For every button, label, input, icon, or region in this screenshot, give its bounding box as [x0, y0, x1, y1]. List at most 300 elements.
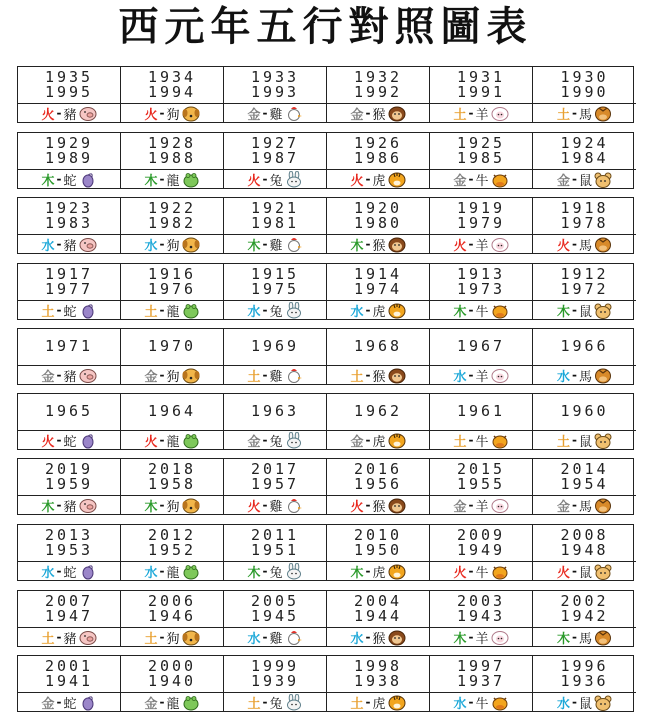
- table-cell: [430, 394, 533, 449]
- element-animal-label: [430, 235, 532, 253]
- element-animal-label: [224, 104, 326, 122]
- animal-name: 龍: [166, 696, 180, 712]
- separator-dash: -: [572, 368, 577, 382]
- table-cell: [327, 394, 430, 449]
- separator-dash: -: [56, 172, 62, 186]
- element-animal-label: [430, 104, 532, 122]
- element-animal-label: [327, 301, 429, 319]
- animal-name: 猴: [372, 499, 386, 515]
- animal-name: 虎: [372, 434, 386, 450]
- table-cell: [18, 656, 121, 711]
- element-animal-label: [121, 170, 223, 188]
- dragon-icon: [182, 563, 200, 580]
- element-animal-label: [18, 366, 120, 384]
- horse-icon: [594, 367, 612, 384]
- element-name: 金: [144, 696, 158, 712]
- separator-dash: -: [56, 368, 62, 382]
- table-cell: [430, 198, 533, 253]
- table-cell: [327, 264, 430, 319]
- year-value: 1987: [250, 148, 300, 167]
- ox-icon: [491, 302, 509, 319]
- rat-icon: [594, 432, 612, 449]
- separator-dash: -: [365, 498, 371, 512]
- element-name: 水: [144, 238, 158, 254]
- separator-dash: -: [159, 106, 165, 120]
- year-value: 1996: [560, 656, 609, 675]
- year-value: 1973: [456, 279, 506, 298]
- element-name: 水: [453, 696, 467, 712]
- year-group: [533, 591, 636, 626]
- separator-dash: -: [262, 303, 268, 317]
- year-group: [533, 459, 636, 494]
- year-value: 1932: [353, 67, 403, 86]
- separator-dash: -: [572, 630, 577, 644]
- element-animal-label: [533, 104, 636, 122]
- separator-dash: -: [262, 695, 268, 709]
- table-row: [17, 132, 634, 189]
- animal-name: 龍: [166, 173, 180, 189]
- element-animal-label: [121, 496, 223, 514]
- table-cell: [533, 198, 636, 253]
- element-animal-label: [121, 431, 223, 449]
- horse-icon: [594, 629, 612, 646]
- table-row: [17, 66, 634, 123]
- separator-dash: -: [159, 695, 165, 709]
- table-cell: [121, 133, 224, 188]
- year-value: 1942: [560, 606, 609, 625]
- element-animal-label: [121, 366, 223, 384]
- separator-dash: -: [365, 106, 371, 120]
- separator-dash: -: [572, 433, 577, 447]
- animal-name: 鼠: [578, 304, 592, 320]
- element-animal-label: [18, 693, 120, 711]
- table-cell: [121, 67, 224, 122]
- monkey-icon: [388, 629, 406, 646]
- year-value: 1953: [44, 540, 94, 559]
- element-animal-label: [430, 170, 532, 188]
- animal-name: 雞: [269, 369, 283, 385]
- snake-icon: [79, 171, 97, 188]
- table-row: [17, 263, 634, 320]
- dog-icon: [182, 236, 200, 253]
- year-group: [18, 591, 120, 626]
- animal-name: 蛇: [63, 173, 77, 189]
- year-value: 1921: [250, 198, 300, 217]
- year-value: 1947: [44, 606, 94, 625]
- dog-icon: [182, 105, 200, 122]
- rabbit-icon: [285, 432, 303, 449]
- element-animal-label: [224, 693, 326, 711]
- year-group: [430, 394, 532, 429]
- animal-name: 馬: [578, 238, 592, 254]
- element-animal-label: [224, 431, 326, 449]
- table-cell: [533, 133, 636, 188]
- year-value: 2000: [147, 656, 197, 675]
- table-cell: [121, 394, 224, 449]
- year-group: [430, 198, 532, 233]
- year-value: 1961: [456, 402, 506, 420]
- animal-name: 牛: [475, 434, 489, 450]
- element-name: 火: [350, 499, 364, 515]
- year-value: 1925: [456, 133, 506, 152]
- separator-dash: -: [365, 564, 371, 578]
- year-value: 1965: [44, 402, 94, 420]
- animal-name: 龍: [166, 304, 180, 320]
- table-cell: [121, 591, 224, 646]
- table-cell: [18, 329, 121, 384]
- animal-name: 鼠: [578, 565, 592, 581]
- animal-name: 兔: [269, 434, 283, 450]
- animal-name: 狗: [166, 369, 180, 385]
- element-name: 木: [453, 631, 467, 647]
- element-name: 金: [41, 696, 55, 712]
- animal-name: 雞: [269, 499, 283, 515]
- table-cell: [121, 525, 224, 580]
- element-animal-label: [533, 628, 636, 646]
- year-group: [430, 591, 532, 626]
- separator-dash: -: [56, 564, 62, 578]
- year-group: [224, 525, 326, 560]
- element-name: 火: [41, 107, 55, 123]
- year-group: [430, 133, 532, 168]
- separator-dash: -: [468, 630, 474, 644]
- table-cell: [327, 656, 430, 711]
- table-cell: [121, 264, 224, 319]
- table-cell: [533, 591, 636, 646]
- animal-name: 蛇: [63, 304, 77, 320]
- year-value: 1978: [560, 213, 609, 232]
- separator-dash: -: [365, 433, 371, 447]
- separator-dash: -: [365, 172, 371, 186]
- ox-icon: [491, 171, 509, 188]
- element-name: 土: [556, 434, 570, 450]
- element-animal-label: [18, 170, 120, 188]
- year-value: 2012: [147, 525, 197, 544]
- year-value: 1941: [44, 671, 94, 690]
- year-value: 1930: [560, 67, 609, 86]
- animal-name: 猴: [372, 238, 386, 254]
- year-value: 1998: [353, 656, 403, 675]
- year-value: 1959: [44, 474, 94, 493]
- animal-name: 虎: [372, 304, 386, 320]
- animal-name: 猴: [372, 107, 386, 123]
- year-value: 1989: [44, 148, 94, 167]
- year-group: [121, 591, 223, 626]
- table-row: [17, 590, 634, 647]
- table-cell: [18, 198, 121, 253]
- separator-dash: -: [262, 237, 268, 251]
- rooster-icon: [285, 367, 303, 384]
- page-title: 西元年五行對照圖表: [118, 3, 533, 50]
- year-group: [327, 198, 429, 233]
- horse-icon: [594, 497, 612, 514]
- tiger-icon: [388, 563, 406, 580]
- element-name: 水: [247, 304, 261, 320]
- year-value: 1929: [44, 133, 94, 152]
- separator-dash: -: [572, 106, 577, 120]
- rabbit-icon: [285, 302, 303, 319]
- table-cell: [533, 67, 636, 122]
- year-value: 1935: [44, 67, 94, 86]
- animal-name: 狗: [166, 238, 180, 254]
- separator-dash: -: [572, 303, 577, 317]
- year-group: [533, 394, 636, 429]
- table-cell: [18, 394, 121, 449]
- year-value: 1928: [147, 133, 197, 152]
- monkey-icon: [388, 236, 406, 253]
- year-group: [327, 67, 429, 102]
- element-name: 金: [247, 107, 261, 123]
- table-row: [17, 458, 634, 515]
- snake-icon: [79, 302, 97, 319]
- monkey-icon: [388, 105, 406, 122]
- table-cell: [533, 394, 636, 449]
- separator-dash: -: [56, 303, 62, 317]
- element-animal-label: [533, 235, 636, 253]
- year-group: [121, 198, 223, 233]
- separator-dash: -: [468, 106, 474, 120]
- element-animal-label: [327, 628, 429, 646]
- separator-dash: -: [365, 368, 371, 382]
- tiger-icon: [388, 171, 406, 188]
- separator-dash: -: [468, 303, 474, 317]
- table-cell: [430, 459, 533, 514]
- year-value: 1950: [353, 540, 403, 559]
- rooster-icon: [285, 629, 303, 646]
- element-name: 火: [556, 238, 570, 254]
- year-group: [18, 329, 120, 364]
- element-animal-label: [327, 431, 429, 449]
- element-animal-label: [327, 170, 429, 188]
- ox-icon: [491, 432, 509, 449]
- year-value: 1958: [147, 474, 197, 493]
- year-value: 1951: [250, 540, 300, 559]
- animal-name: 兔: [269, 696, 283, 712]
- element-animal-label: [121, 104, 223, 122]
- year-value: 1924: [560, 133, 609, 152]
- year-value: 1985: [456, 148, 506, 167]
- ox-icon: [491, 563, 509, 580]
- table-cell: [430, 656, 533, 711]
- tiger-icon: [388, 302, 406, 319]
- element-animal-label: [224, 366, 326, 384]
- element-animal-label: [327, 693, 429, 711]
- year-group: [327, 591, 429, 626]
- year-group: [18, 67, 120, 102]
- element-animal-label: [533, 693, 636, 711]
- year-value: 1970: [147, 337, 197, 355]
- table-cell: [224, 656, 327, 711]
- year-value: 2003: [456, 591, 506, 610]
- animal-name: 豬: [63, 107, 77, 123]
- year-value: 1992: [353, 82, 403, 101]
- table-cell: [533, 459, 636, 514]
- separator-dash: -: [159, 498, 165, 512]
- animal-name: 牛: [475, 173, 489, 189]
- monkey-icon: [388, 367, 406, 384]
- separator-dash: -: [159, 564, 165, 578]
- year-value: 1990: [560, 82, 609, 101]
- year-group: [533, 329, 636, 364]
- element-animal-label: [430, 628, 532, 646]
- dog-icon: [182, 367, 200, 384]
- year-group: [224, 459, 326, 494]
- separator-dash: -: [572, 237, 577, 251]
- element-animal-label: [430, 301, 532, 319]
- year-value: 1974: [353, 279, 403, 298]
- element-name: 金: [453, 173, 467, 189]
- element-name: 木: [247, 565, 261, 581]
- dragon-icon: [182, 694, 200, 711]
- year-group: [224, 329, 326, 364]
- element-animal-label: [121, 562, 223, 580]
- element-name: 火: [247, 173, 261, 189]
- table-cell: [533, 656, 636, 711]
- table-cell: [430, 67, 533, 122]
- animal-name: 龍: [166, 565, 180, 581]
- year-group: [533, 656, 636, 691]
- separator-dash: -: [262, 106, 268, 120]
- separator-dash: -: [572, 695, 577, 709]
- year-value: 1975: [250, 279, 300, 298]
- year-value: 1963: [250, 402, 300, 420]
- tiger-icon: [388, 694, 406, 711]
- year-value: 1986: [353, 148, 403, 167]
- element-animal-label: [121, 693, 223, 711]
- rooster-icon: [285, 105, 303, 122]
- table-cell: [121, 329, 224, 384]
- table-cell: [533, 264, 636, 319]
- sheep-icon: [491, 105, 509, 122]
- table-cell: [327, 459, 430, 514]
- year-value: 1966: [560, 337, 609, 355]
- animal-name: 狗: [166, 499, 180, 515]
- separator-dash: -: [365, 303, 371, 317]
- element-animal-label: [18, 301, 120, 319]
- element-name: 火: [453, 238, 467, 254]
- year-value: 1972: [560, 279, 609, 298]
- animal-name: 虎: [372, 565, 386, 581]
- animal-name: 兔: [269, 565, 283, 581]
- element-name: 土: [350, 696, 364, 712]
- animal-name: 豬: [63, 631, 77, 647]
- animal-name: 馬: [578, 107, 592, 123]
- year-group: [18, 198, 120, 233]
- pig-icon: [79, 629, 97, 646]
- snake-icon: [79, 432, 97, 449]
- year-value: 1997: [456, 656, 506, 675]
- year-value: 1946: [147, 606, 197, 625]
- year-value: 1913: [456, 264, 506, 283]
- year-group: [121, 67, 223, 102]
- separator-dash: -: [468, 368, 474, 382]
- year-group: [121, 656, 223, 691]
- year-value: 1923: [44, 198, 94, 217]
- year-value: 1980: [353, 213, 403, 232]
- element-animal-label: [430, 496, 532, 514]
- year-value: 1960: [560, 402, 609, 420]
- year-group: [224, 133, 326, 168]
- element-name: 木: [41, 499, 55, 515]
- dog-icon: [182, 497, 200, 514]
- animal-name: 虎: [372, 173, 386, 189]
- animal-name: 狗: [166, 631, 180, 647]
- element-name: 木: [350, 565, 364, 581]
- year-value: 1936: [560, 671, 609, 690]
- element-name: 水: [247, 631, 261, 647]
- year-value: 1969: [250, 337, 300, 355]
- table-cell: [224, 67, 327, 122]
- year-group: [18, 656, 120, 691]
- year-group: [327, 329, 429, 364]
- year-value: 2016: [353, 459, 403, 478]
- year-value: 2006: [147, 591, 197, 610]
- separator-dash: -: [262, 433, 268, 447]
- year-value: 1943: [456, 606, 506, 625]
- element-name: 水: [350, 631, 364, 647]
- element-animal-label: [533, 496, 636, 514]
- year-value: 2015: [456, 459, 506, 478]
- year-group: [224, 656, 326, 691]
- element-animal-label: [327, 104, 429, 122]
- dragon-icon: [182, 302, 200, 319]
- year-value: 1940: [147, 671, 197, 690]
- year-group: [121, 329, 223, 364]
- element-animal-label: [224, 562, 326, 580]
- rat-icon: [594, 171, 612, 188]
- animal-name: 龍: [166, 434, 180, 450]
- pig-icon: [79, 497, 97, 514]
- element-name: 木: [453, 304, 467, 320]
- element-animal-label: [327, 562, 429, 580]
- element-name: 金: [556, 173, 570, 189]
- table-cell: [18, 67, 121, 122]
- element-name: 火: [453, 565, 467, 581]
- separator-dash: -: [365, 695, 371, 709]
- element-animal-label: [18, 628, 120, 646]
- year-value: 1919: [456, 198, 506, 217]
- element-animal-label: [533, 431, 636, 449]
- table-cell: [224, 394, 327, 449]
- year-group: [18, 459, 120, 494]
- table-cell: [224, 329, 327, 384]
- year-value: 1955: [456, 474, 506, 493]
- separator-dash: -: [56, 498, 62, 512]
- snake-icon: [79, 694, 97, 711]
- year-value: 1927: [250, 133, 300, 152]
- rat-icon: [594, 694, 612, 711]
- table-cell: [327, 591, 430, 646]
- rabbit-icon: [285, 694, 303, 711]
- year-value: 1915: [250, 264, 300, 283]
- element-name: 金: [41, 369, 55, 385]
- element-animal-label: [18, 496, 120, 514]
- element-name: 土: [41, 631, 55, 647]
- table-cell: [430, 133, 533, 188]
- year-group: [327, 133, 429, 168]
- animal-name: 豬: [63, 238, 77, 254]
- monkey-icon: [388, 497, 406, 514]
- animal-name: 牛: [475, 696, 489, 712]
- rooster-icon: [285, 497, 303, 514]
- animal-name: 鼠: [578, 173, 592, 189]
- element-animal-label: [430, 693, 532, 711]
- element-name: 金: [144, 369, 158, 385]
- table-cell: [224, 264, 327, 319]
- table-cell: [327, 329, 430, 384]
- separator-dash: -: [468, 433, 474, 447]
- year-value: 1937: [456, 671, 506, 690]
